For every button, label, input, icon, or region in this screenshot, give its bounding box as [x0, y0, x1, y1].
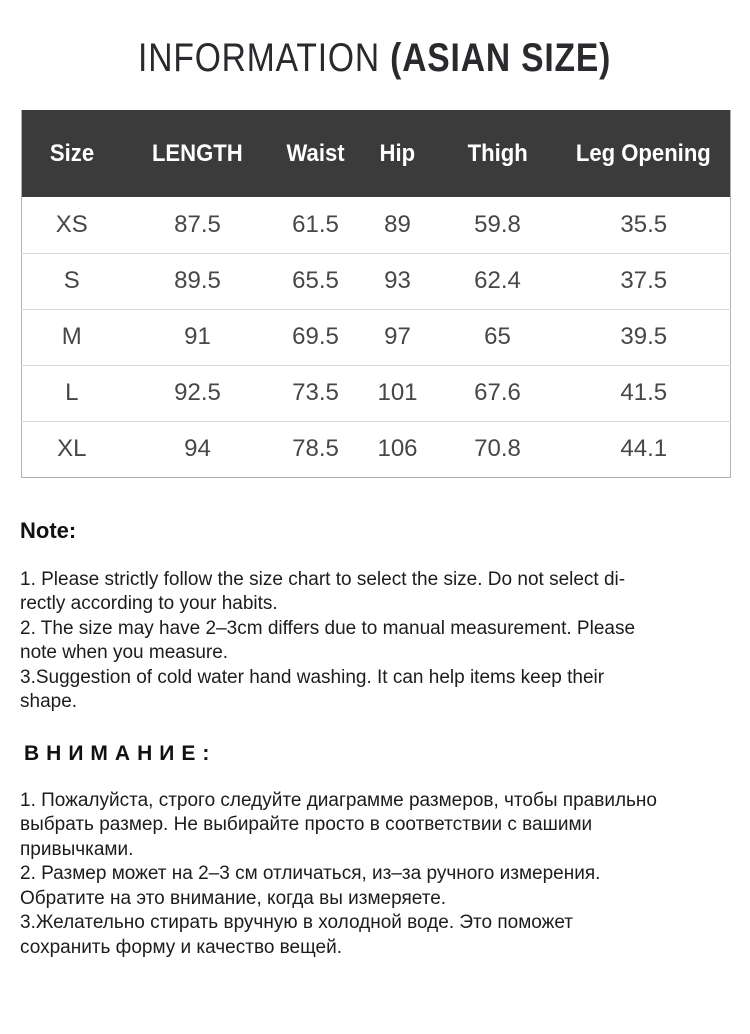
cell-hip: 89 [384, 210, 411, 238]
cell-leg-opening: 44.1 [558, 421, 731, 477]
cell-thigh: 62.4 [438, 253, 558, 309]
cell-size: L [22, 365, 122, 421]
page-title [0, 34, 750, 82]
note-line: 2. The size may have 2–3cm differs due to manual measurement. Please [20, 617, 636, 639]
cell-waist: 61.5 [292, 210, 339, 238]
page-title-light: INFORMATION [138, 36, 391, 80]
note-line: 1. Пожалуйста, строго следуйте диаграмме размеров, чтобы правильно [20, 789, 657, 811]
note-line: 3.Suggestion of cold water hand washing. It can help items keep their [20, 666, 605, 688]
cell-size: S [22, 253, 122, 309]
cell-length: 92.5 [122, 365, 274, 421]
cell-leg-opening: 37.5 [558, 253, 731, 309]
cell-waist: 65.5 [274, 253, 358, 309]
col-header-size: Size [22, 110, 122, 197]
cell-length: 91 [122, 309, 274, 365]
cell-hip: 97 [358, 309, 438, 365]
cell-hip: 93 [358, 253, 438, 309]
cell-size: M [22, 309, 122, 365]
cell-waist: 78.5 [274, 421, 358, 477]
cell-length: 89.5 [122, 253, 274, 309]
note-block-en [20, 568, 730, 715]
cell-length: 94 [122, 421, 274, 477]
cell-thigh: 65 [438, 309, 558, 365]
note-heading-ru: ВНИМАНИЕ: [24, 741, 217, 765]
note-line: 1. Please strictly follow the size chart to select the size. Do not select di- [20, 568, 626, 590]
table-row-xs [22, 197, 731, 253]
cell-hip: 106 [358, 421, 438, 477]
note-heading-en: Note: [20, 517, 77, 543]
cell-size: XS [55, 210, 88, 238]
table-row-xl [22, 421, 731, 477]
table-row-s [22, 253, 731, 309]
cell-leg-opening: 35.5 [620, 210, 668, 238]
size-table [21, 110, 731, 478]
note-line: привычками. [20, 838, 134, 860]
note-line: 2. Размер может на 2–3 см отличаться, из–за ручного измерения. [20, 863, 601, 884]
note-line: rectly according to your habits. [20, 593, 278, 614]
note-line: 3.Желательно стирать вручную в холодной воде. Это поможет [20, 912, 574, 933]
note-line: Обратите на это внимание, когда вы измеряете. [20, 887, 447, 909]
cell-size: XL [22, 421, 122, 477]
cell-thigh: 70.8 [438, 421, 558, 477]
table-row-l [22, 365, 731, 421]
cell-waist: 73.5 [274, 365, 358, 421]
note-block-ru [20, 789, 730, 961]
cell-thigh: 59.8 [474, 210, 521, 238]
col-header-thigh: Thigh [438, 110, 558, 197]
col-header-waist: Waist [274, 110, 358, 197]
cell-leg-opening: 39.5 [558, 309, 731, 365]
size-chart [21, 110, 730, 478]
cell-thigh: 67.6 [438, 365, 558, 421]
col-header-length: LENGTH [122, 110, 274, 197]
note-line: сохранить форму и качество вещей. [20, 936, 342, 958]
cell-waist: 69.5 [274, 309, 358, 365]
cell-length: 87.5 [174, 210, 221, 238]
cell-leg-opening: 41.5 [558, 365, 731, 421]
col-header-leg-opening: Leg Opening [558, 110, 731, 197]
page-title-bold: (ASIAN SIZE) [390, 36, 612, 80]
size-table-header-row [22, 110, 731, 197]
note-line: shape. [20, 691, 78, 712]
col-header-hip: Hip [358, 110, 438, 197]
cell-hip: 101 [358, 365, 438, 421]
note-line: note when you measure. [20, 642, 229, 663]
table-row-m [22, 309, 731, 365]
note-line: выбрать размер. Не выбирайте просто в соответствии с вашими [20, 814, 593, 835]
